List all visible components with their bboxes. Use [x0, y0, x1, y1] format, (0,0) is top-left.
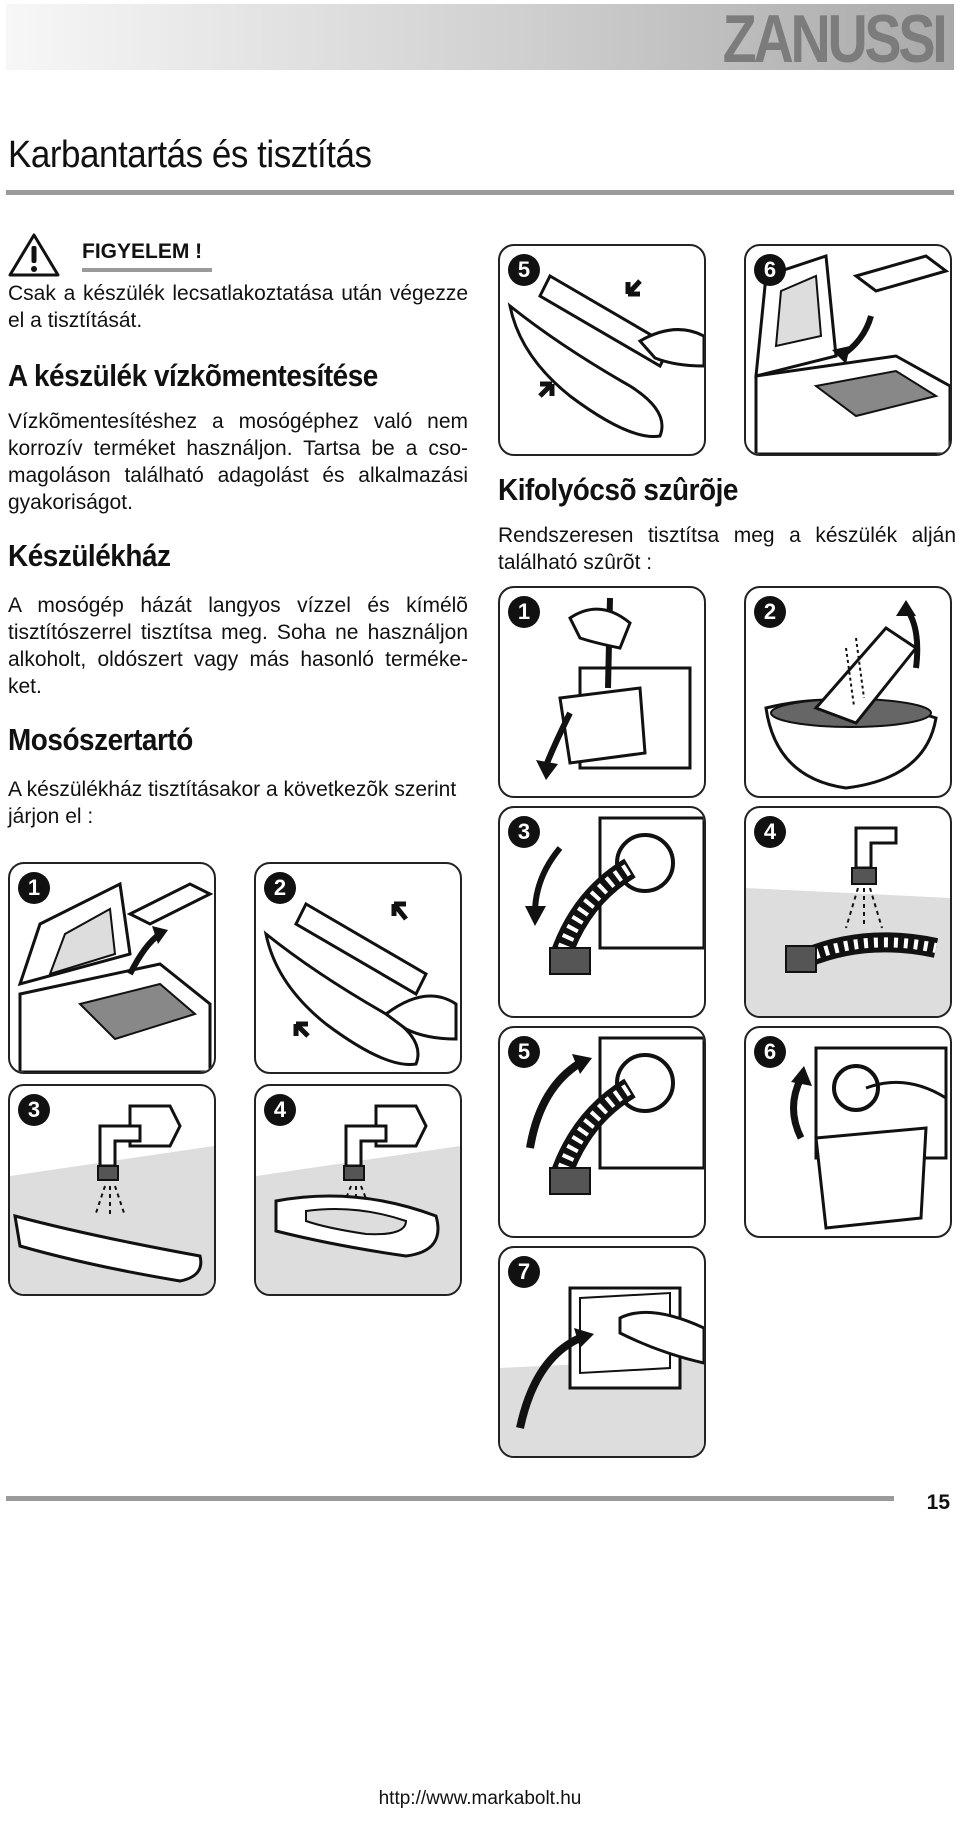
detergent-drawer-text: A készülékház tisztításakor a következõk szerint járjon el :	[8, 778, 457, 828]
filter-step-6	[744, 1026, 952, 1238]
warning-triangle-icon	[8, 232, 60, 278]
step-number: 1	[508, 596, 540, 628]
brand-logo: ZANUSSI	[722, 1, 944, 77]
right-column	[498, 472, 956, 576]
housing-text: A mosógép házát langyos vízzel és kímélõ tisztítószerrel tisztítsa meg. Soha ne használjon alkoholt, oldószert vagy más hasonló terméke-ket.	[8, 594, 468, 698]
step-number: 2	[264, 872, 296, 904]
step-number: 4	[264, 1094, 296, 1126]
step-number: 6	[754, 254, 786, 286]
step-number: 3	[18, 1094, 50, 1126]
warning-header	[8, 232, 468, 274]
step-number: 4	[754, 816, 786, 848]
left-column	[8, 232, 468, 830]
drain-filter-heading: Kifolyócsõ szûrõje	[498, 472, 738, 507]
filter-step-1	[498, 586, 706, 798]
filter-step-7	[498, 1246, 706, 1458]
title-divider	[6, 190, 954, 195]
drain-filter-text: Rendszeresen tisztítsa meg a készülék alján található szûrõt :	[498, 524, 956, 574]
step-number: 2	[754, 596, 786, 628]
housing-heading: Készülékház	[8, 538, 171, 573]
descaling-heading: A készülék vízkõmentesítése	[8, 358, 378, 393]
warning-underline	[82, 268, 212, 272]
step-number: 1	[18, 872, 50, 904]
drawer-step-2	[254, 862, 462, 1074]
descaling-text: Vízkõmentesítéshez a mosógéphez való nem korrozív terméket használjon. Tartsa be a cso-magoláson található adagolást és alkalmazási gyakoriságot.	[8, 410, 468, 514]
step-number: 5	[508, 1036, 540, 1068]
drawer-step-3	[8, 1084, 216, 1296]
drawer-step-4	[254, 1084, 462, 1296]
page-number: 15	[926, 1491, 950, 1514]
filter-step-4	[744, 806, 952, 1018]
detergent-drawer-heading: Mosószertartó	[8, 722, 193, 757]
drawer-step-1	[8, 862, 216, 1074]
filter-step-5	[498, 1026, 706, 1238]
warning-title: FIGYELEM !	[82, 240, 203, 263]
footer-url[interactable]: http://www.markabolt.hu	[378, 1788, 582, 1809]
footer-divider	[6, 1496, 894, 1501]
step-number: 6	[754, 1036, 786, 1068]
warning-text: Csak a készülék lecsatlakoztatása után végezze el a tisztítását.	[8, 282, 468, 332]
filter-step-2	[744, 586, 952, 798]
step-number: 7	[508, 1256, 540, 1288]
header-bar	[6, 1, 954, 77]
drawer-step-6	[744, 244, 952, 456]
step-number: 5	[508, 254, 540, 286]
drawer-step-5	[498, 244, 706, 456]
page-title: Karbantartás és tisztítás	[8, 134, 372, 176]
step-number: 3	[508, 816, 540, 848]
filter-step-3	[498, 806, 706, 1018]
